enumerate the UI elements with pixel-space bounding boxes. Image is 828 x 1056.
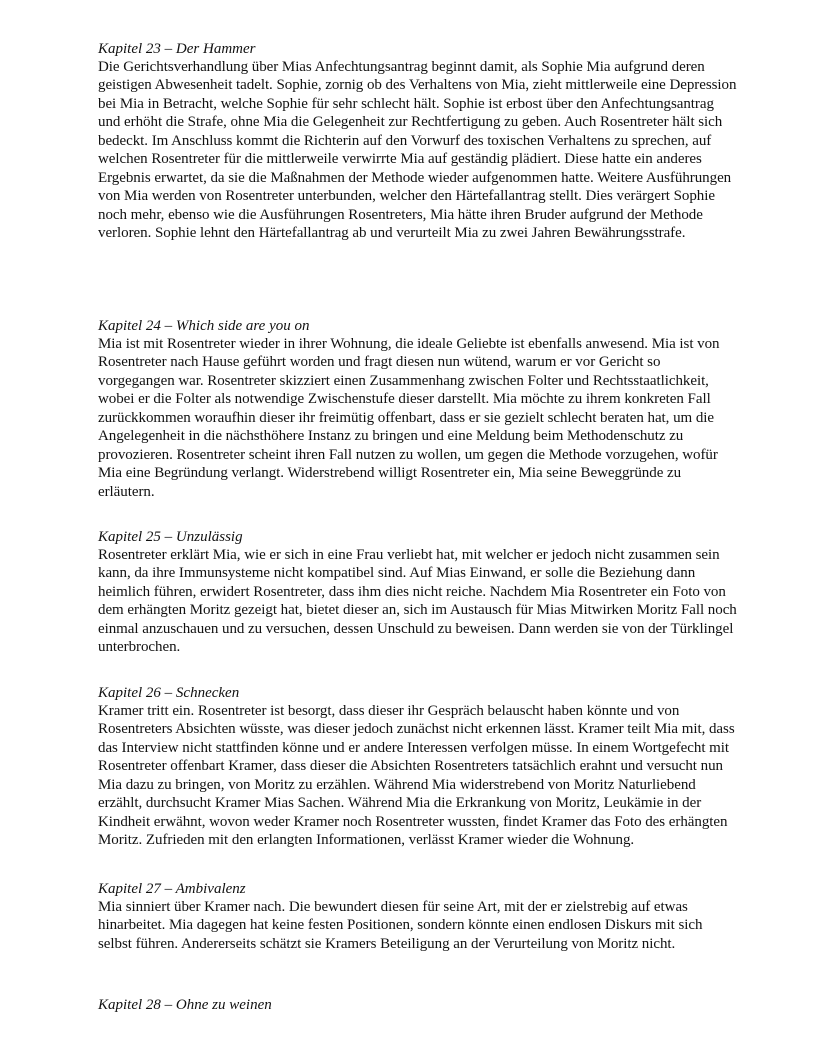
chapter-23 [98, 40, 738, 243]
chapter-body: Kramer tritt ein. Rosentreter ist besorgt, dass dieser ihr Gespräch belauscht haben könnte und von Rosentreters Absichten wüsste, was dieser jedoch zunächst nicht erkennen lässt. Kramer teilt Mia mit, dass das Interview nicht stattfinden könne und er andere Interessen verfolgen müsse. In einem Wortgefecht mit Rosentreter offenbart Kramer, dass dieser die Absichten Rosentreters tatsächlich erahnt und versucht nun Mia dazu zu bringen, von Moritz zu erzählen. Während Mia widerstrebend von Moritz Naturliebend erzählt, durchsucht Kramer Mias Sachen. Während Mia die Erkrankung von Moritz, Leukämie in der Kindheit erwähnt, wovon weder Kramer noch Rosentreter wussten, findet Kramer das Foto des erhängten Moritz. Zufrieden mit den erlangten Informationen, verlässt Kramer wieder die Wohnung. [98, 703, 735, 849]
chapter-28 [98, 996, 272, 1014]
chapter-body: Rosentreter erklärt Mia, wie er sich in eine Frau verliebt hat, mit welcher er jedoch nicht zusammen sein kann, da ihre Immunsysteme nicht kompatibel sind. Auf Mias Einwand, er solle die Beziehung dann heimlich führen, erwidert Rosentreter, dass ihm dies nicht reiche. Nachdem Mia Rosentreter ein Foto von dem erhängten Moritz gezeigt hat, bietet dieser an, sich im Austausch für Mias Mitwirken Moritz Fall noch einmal anzuschauen und zu versuchen, dessen Unschuld zu beweisen. Dann werden sie von der Türklingel unterbrochen. [98, 547, 737, 656]
chapter-25 [98, 528, 738, 657]
chapter-title: Kapitel 23 – Der Hammer [98, 41, 256, 57]
chapter-27 [98, 880, 738, 953]
chapter-title: Kapitel 25 – Unzulässig [98, 529, 243, 545]
chapter-24 [98, 317, 738, 501]
chapter-body: Mia ist mit Rosentreter wieder in ihrer Wohnung, die ideale Geliebte ist ebenfalls anwesend. Mia ist von Rosentreter nach Hause geführt worden und fragt diesen nun wütend, warum er vor Gericht so vorgegangen war. Rosentreter skizziert einen Zusammenhang zwischen Folter und Rechtsstaatlichkeit, wobei er die Folter als notwendige Zwischenstufe dieser darstellt. Mia möchte zu ihrem konkreten Fall zurückkommen woraufhin dieser ihr freimütig offenbart, dass er sie gezielt schlecht beraten hat, um die Angelegenheit in die nächsthöhere Instanz zu bringen und eine Meldung beim Methodenschutz zu provozieren. Rosentreter scheint ihren Fall nutzen zu wollen, um gegen die Methode vorzugehen, wofür Mia eine Begründung verlangt. Widerstrebend willigt Rosentreter ein, Mia seine Beweggründe zu erläutern. [98, 336, 720, 500]
chapter-body: Mia sinniert über Kramer nach. Die bewundert diesen für seine Art, mit der er zielstrebig auf etwas hinarbeitet. Mia dagegen hat keine festen Positionen, sondern könnte einen endlosen Diskurs mit sich selbst führen. Andererseits schätzt sie Kramers Beteiligung an der Verurteilung von Moritz nicht. [98, 899, 703, 952]
chapter-title: Kapitel 26 – Schnecken [98, 685, 240, 701]
chapter-title: Kapitel 24 – Which side are you on [98, 318, 310, 334]
chapter-title: Kapitel 28 – Ohne zu weinen [98, 997, 272, 1013]
chapter-body: Die Gerichtsverhandlung über Mias Anfechtungsantrag beginnt damit, als Sophie Mia aufgrund deren geistigen Abwesenheit tadelt. Sophie, zornig ob des Verhaltens von Mia, zieht mittlerweile eine Depression bei Mia in Betracht, welche Sophie für sehr schlecht hält. Sophie ist erbost über den Anfechtungsantrag und erhöht die Strafe, ohne Mia die Gelegenheit zur Rechtfertigung zu geben. Auch Rosentreter hält sich bedeckt. Im Anschluss kommt die Richterin auf den Vorwurf des toxischen Verhaltens zu sprechen, auf welchen Rosentreter für die mittlerweile verwirrte Mia auf geständig plädiert. Diese hatte ein anderes Ergebnis erwartet, da sie die Maßnahmen der Methode wieder aufgenommen hatte. Weitere Ausführungen von Mia werden von Rosentreter unterbunden, welcher den Härtefallantrag stellt. Dies verärgert Sophie noch mehr, ebenso wie die Ausführungen Rosentreters, Mia hätte ihren Bruder aufgrund der Methode verloren. Sophie lehnt den Härtefallantrag ab und verurteilt Mia zu zwei Jahren Bewährungsstrafe. [98, 59, 737, 242]
chapter-26 [98, 684, 738, 850]
chapter-title: Kapitel 27 – Ambivalenz [98, 881, 246, 897]
